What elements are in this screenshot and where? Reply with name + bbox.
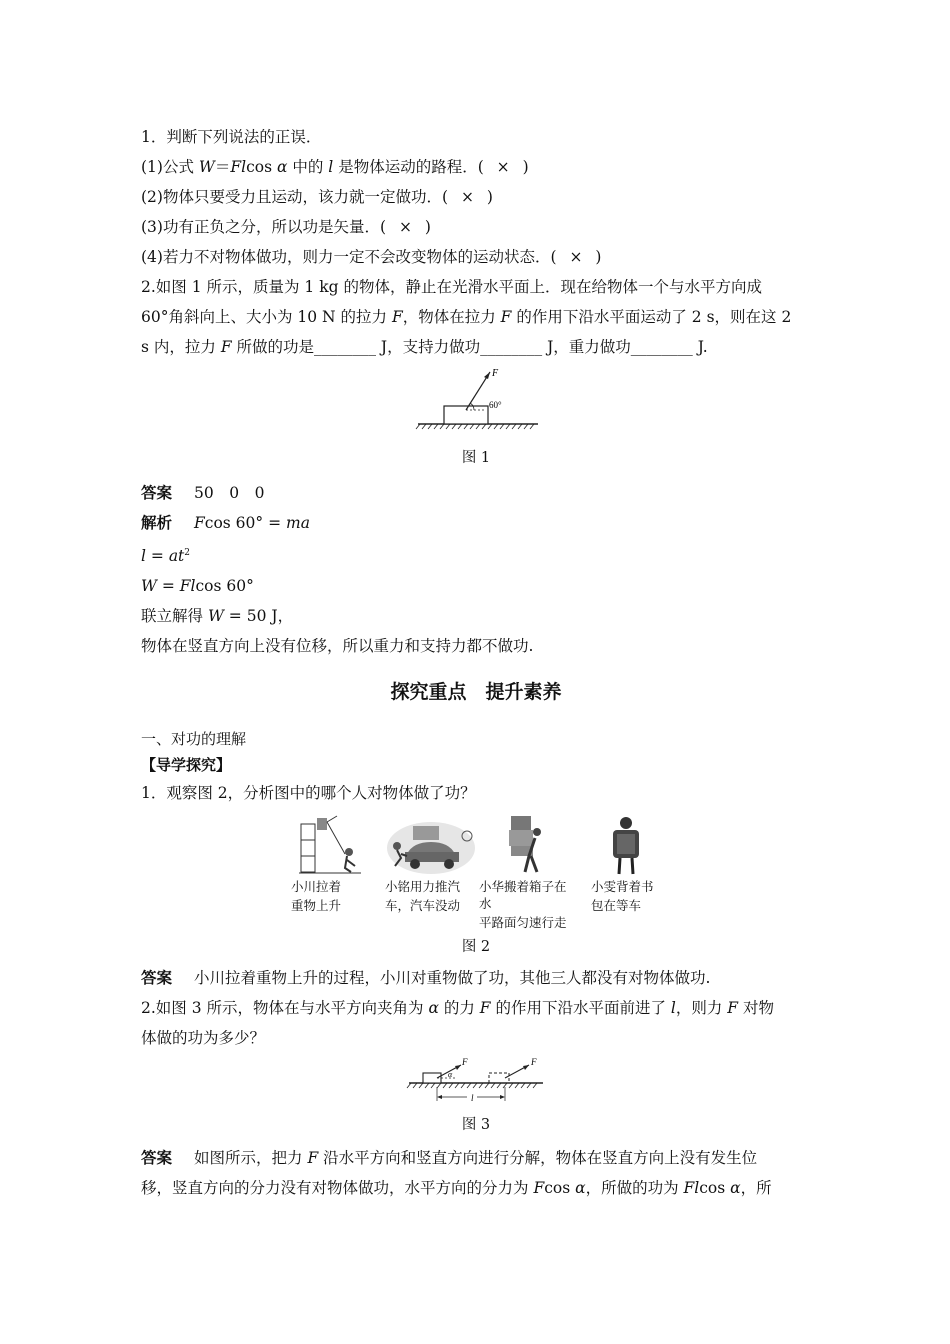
figure-3 — [141, 1053, 811, 1113]
answer-mark: × — [460, 188, 474, 206]
figure-2-panel-4 — [591, 814, 661, 931]
analysis-line-1: 解析 Fcos 60° = ma — [141, 513, 310, 532]
panel-3-label-line-1: 小华搬着箱子在水 — [479, 879, 567, 912]
q3-text: 1．观察图 2，分析图中的哪个人对物体做了功？ — [141, 784, 476, 803]
figure-1-diagram — [406, 366, 546, 436]
answer-label: 答案 — [141, 483, 173, 502]
answer-block-1: 答案 50 0 0 — [141, 483, 265, 502]
q1-item-1: (1)公式 W＝Flcos α 中的 l 是物体运动的路程．( × ) — [141, 158, 529, 176]
fig3-alpha-label: α — [448, 1070, 453, 1080]
fig1-F-label: F — [492, 368, 499, 379]
panel-2-label-line-2: 车，汽车没动 — [385, 898, 461, 914]
analysis-line-4: 联立解得 W = 50 J， — [141, 607, 294, 626]
figure-2 — [141, 814, 811, 931]
q2-line-2: 60°角斜向上、大小为 10 N 的拉力 F，物体在拉力 F 的作用下沿水平面运动了 2 s，则在这 2 — [141, 308, 792, 326]
analysis-label: 解析 — [141, 513, 173, 532]
person-pushing-car-image — [385, 814, 477, 876]
q1-item-3: (3)功有正负之分，所以功是矢量．( × ) — [141, 218, 431, 236]
q4-line-2: 体做的功为多少？ — [141, 1029, 266, 1048]
section-heading: 探究重点 提升素养 — [390, 681, 562, 704]
answer-label: 答案 — [141, 968, 173, 988]
figure-2-panel-3 — [479, 814, 575, 931]
subsection-title: 一、对功的理解 — [141, 730, 247, 749]
fig1-angle-label: 60° — [489, 400, 502, 410]
q1-item-2: (2)物体只要受力且运动，该力就一定做功．( × ) — [141, 188, 493, 206]
answer-block-2: 答案 小川拉着重物上升的过程，小川对重物做了功，其他三人都没有对物体做功. — [141, 968, 711, 988]
panel-4-label-line-2: 包在等车 — [591, 898, 642, 914]
answer-mark: × — [569, 248, 583, 266]
answer-label: 答案 — [141, 1148, 173, 1168]
block-shape — [444, 406, 488, 424]
figure-2-caption: 图 2 — [461, 939, 491, 956]
q2-line-1: 2.如图 1 所示，质量为 1 kg 的物体，静止在光滑水平面上．现在给物体一个与水平方向成 — [141, 278, 762, 296]
panel-3-label-line-2: 平路面匀速行走 — [479, 915, 567, 931]
figure-3-caption: 图 3 — [461, 1117, 491, 1134]
person-pulling-weight-image — [297, 814, 363, 876]
q4-line-1: 2.如图 3 所示，物体在与水平方向夹角为 α 的力 F 的作用下沿水平面前进了 l，则力 F 对物 — [141, 999, 774, 1018]
figure-1-caption: 图 1 — [461, 450, 491, 466]
document-page — [141, 122, 811, 1203]
figure-2-panel-2 — [385, 814, 463, 931]
answer-block-3: 答案 如图所示，把力 F 沿水平方向和竖直方向进行分解，物体在竖直方向上没有发生位 移，竖直方向的分力没有对物体做功，水平方向的分力为 Fcos α，所做的功为 Flcos α，所 — [141, 1148, 772, 1198]
fig3-l-label: l — [471, 1093, 474, 1104]
analysis-line-2: $l = at^2$ — [141, 547, 191, 566]
panel-1-label-line-2: 重物上升 — [291, 898, 342, 914]
q2-line-3: s 内，拉力 F 所做的功是________ J，支持力做功________ J，重力做功________ J. — [141, 338, 708, 356]
panel-4-label-line-1: 小雯背着书 — [591, 879, 654, 895]
analysis-line-5: 物体在竖直方向上没有位移，所以重力和支持力都不做功. — [141, 637, 534, 656]
fig3-F2-label: F — [531, 1057, 537, 1068]
person-carrying-boxes-image — [497, 814, 557, 876]
guided-inquiry-label: 【导学探究】 — [141, 756, 232, 775]
figure-2-panel-1 — [291, 814, 369, 931]
person-with-backpack-image — [601, 814, 651, 876]
q1-title: 1．判断下列说法的正误． — [141, 128, 322, 146]
figure-3-diagram — [401, 1053, 551, 1109]
analysis-line-3: W = Flcos 60° — [141, 577, 254, 596]
q1-item-4: (4)若力不对物体做功，则力一定不会改变物体的运动状态．( × ) — [141, 248, 602, 266]
answer-mark: × — [496, 158, 510, 176]
panel-1-label-line-1: 小川拉着 — [291, 879, 342, 895]
answer-mark: × — [398, 218, 412, 236]
panel-2-label-line-1: 小铭用力推汽 — [385, 879, 461, 895]
fig3-F1-label: F — [462, 1057, 468, 1068]
figure-1 — [141, 366, 811, 440]
